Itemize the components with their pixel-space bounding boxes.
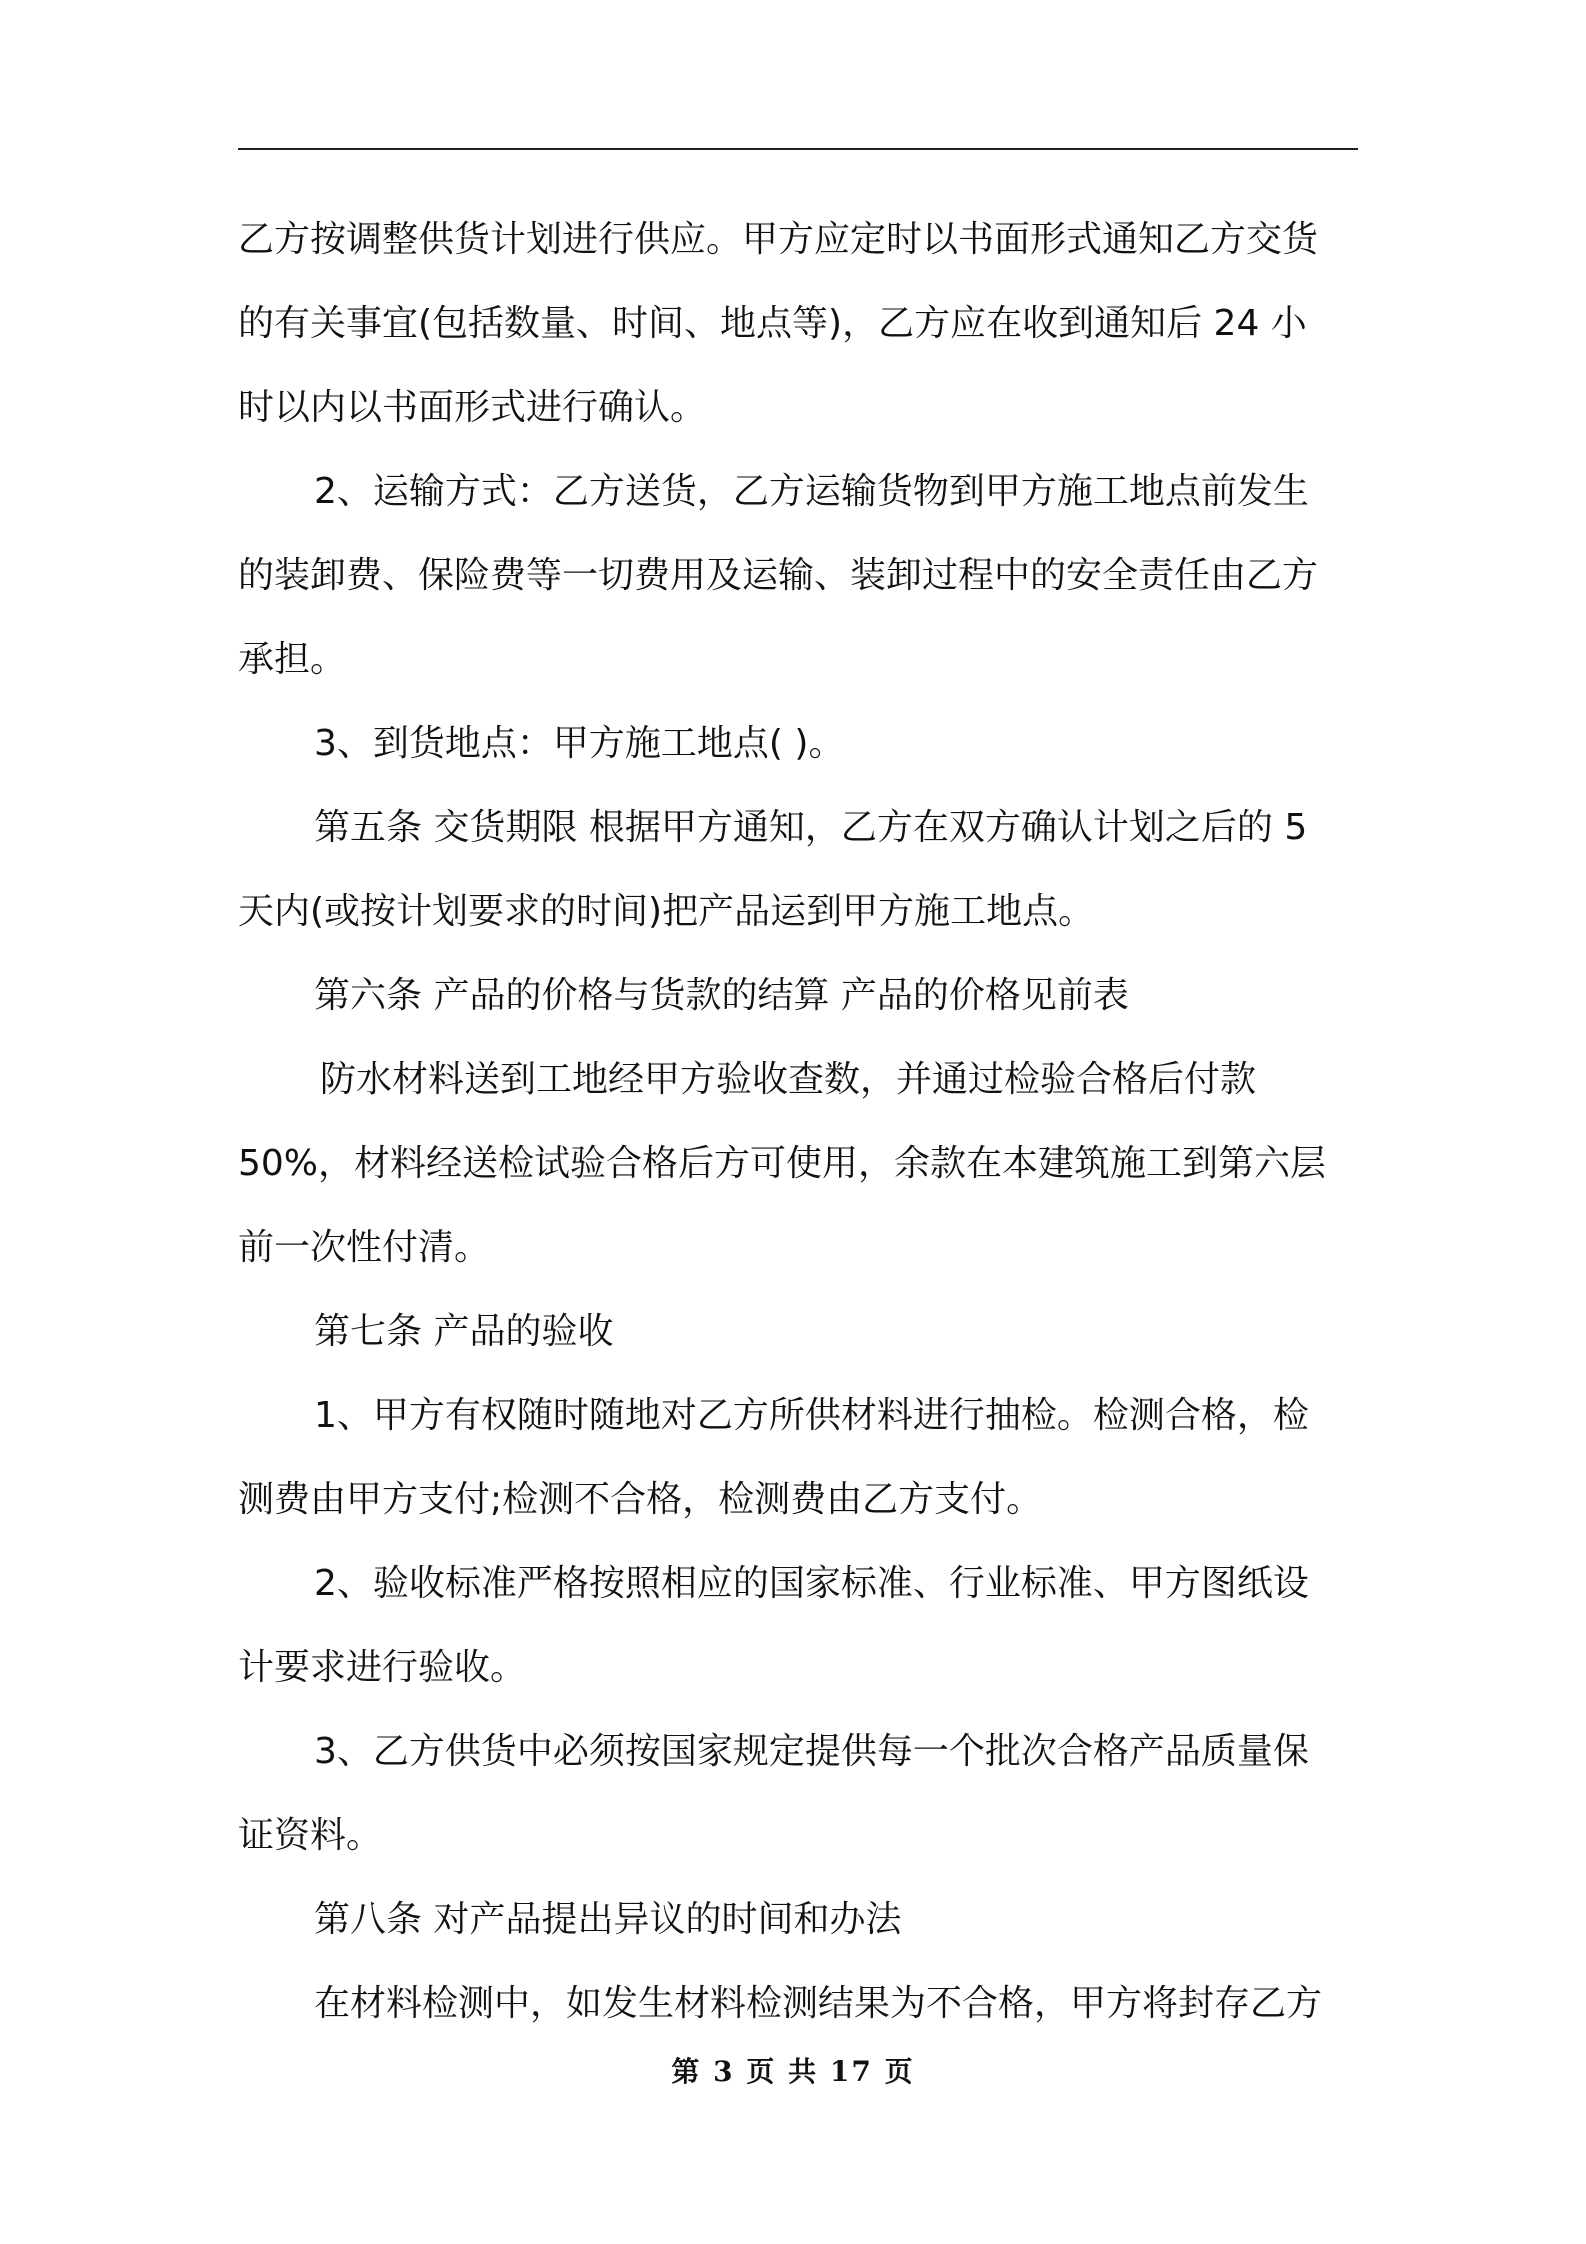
text-line: 的有关事宜(包括数量、时间、地点等)，乙方应在收到通知后 24 小 bbox=[238, 303, 1307, 344]
text-line: 乙方按调整供货计划进行供应。甲方应定时以书面形式通知乙方交货 bbox=[238, 219, 1319, 260]
text-line: 前一次性付清。 bbox=[238, 1227, 491, 1268]
text-line: 防水材料送到工地经甲方验收查数，并通过检验合格后付款 bbox=[320, 1059, 1257, 1100]
text-line: 3、乙方供货中必须按国家规定提供每一个批次合格产品质量保 bbox=[314, 1731, 1309, 1772]
header-rule bbox=[238, 148, 1358, 150]
text-line: 计要求进行验收。 bbox=[238, 1647, 527, 1688]
text-line: 2、运输方式：乙方送货，乙方运输货物到甲方施工地点前发生 bbox=[314, 471, 1309, 512]
text-line: 的装卸费、保险费等一切费用及运输、装卸过程中的安全责任由乙方 bbox=[238, 555, 1319, 596]
text-line: 50%，材料经送检试验合格后方可使用，余款在本建筑施工到第六层 bbox=[238, 1143, 1327, 1184]
text-line: 测费由甲方支付;检测不合格，检测费由乙方支付。 bbox=[238, 1479, 1043, 1520]
text-line: 第七条 产品的验收 bbox=[314, 1311, 614, 1352]
text-line: 1、甲方有权随时随地对乙方所供材料进行抽检。检测合格，检 bbox=[314, 1395, 1309, 1436]
document-body bbox=[238, 198, 1358, 2046]
text-line: 2、验收标准严格按照相应的国家标准、行业标准、甲方图纸设 bbox=[314, 1563, 1309, 1604]
text-line: 第八条 对产品提出异议的时间和办法 bbox=[314, 1899, 902, 1940]
text-line: 第六条 产品的价格与货款的结算 产品的价格见前表 bbox=[314, 975, 1129, 1016]
text-line: 时以内以书面形式进行确认。 bbox=[238, 387, 707, 428]
text-line: 在材料检测中，如发生材料检测结果为不合格，甲方将封存乙方 bbox=[314, 1983, 1323, 2024]
text-line: 3、到货地点：甲方施工地点( )。 bbox=[314, 723, 845, 764]
text-line: 证资料。 bbox=[238, 1815, 383, 1856]
page-number-footer: 第 3 页 共 17 页 bbox=[671, 2055, 915, 2088]
text-line: 承担。 bbox=[238, 639, 347, 680]
text-line: 天内(或按计划要求的时间)把产品运到甲方施工地点。 bbox=[238, 891, 1095, 932]
text-line: 第五条 交货期限 根据甲方通知，乙方在双方确认计划之后的 5 bbox=[314, 807, 1308, 848]
